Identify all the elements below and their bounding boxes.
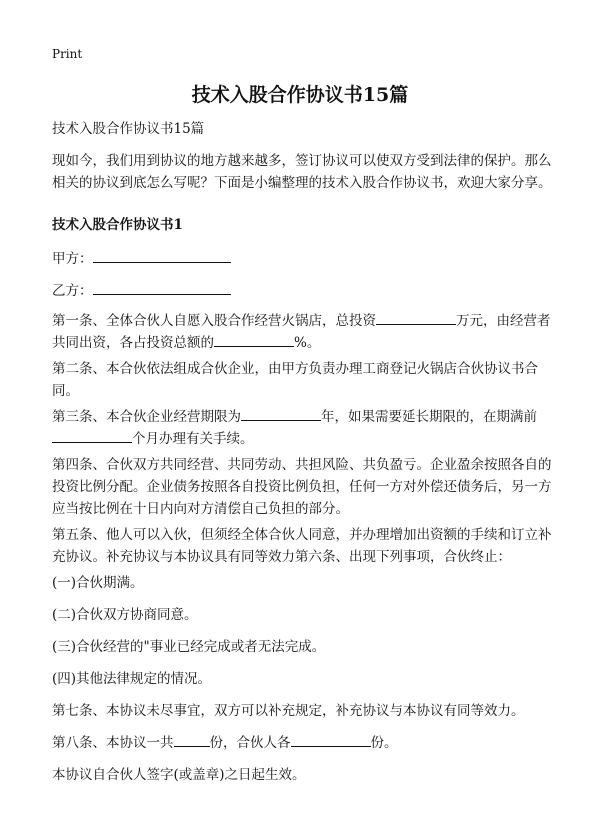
copies-total-blank	[174, 732, 210, 747]
party-b-blank	[93, 280, 231, 295]
print-label: Print	[52, 47, 83, 61]
article-1-part-c: %。	[294, 335, 321, 351]
article-4: 第四条、合伙双方共同经营、共同劳动、共担风险、共负盈亏。企业盈余按照各自的投资比例分配。企业债务按照各自投资比例负担，任何一方对外偿还债务后，另一方应当按比例在十日内向对方清偿自己负担的部分。	[52, 457, 552, 517]
list-item-4: (四)其他法律规定的情况。	[52, 671, 212, 687]
total-investment-blank	[376, 310, 456, 325]
article-2: 第二条、本合伙依法组成合伙企业，由甲方负责办理工商登记火锅店合伙协议书合同。	[52, 361, 538, 399]
term-years-blank	[241, 406, 321, 421]
article-3-part-b: 年，如果需要延长期限的，在期满前	[321, 409, 537, 425]
article-3	[52, 406, 552, 450]
document-subtitle: 技术入股合作协议书15篇	[52, 121, 205, 137]
document-title: 技术入股合作协议书15篇	[191, 84, 409, 106]
party-b-line	[52, 280, 552, 302]
article-7: 第七条、本协议未尽事宜，双方可以补充规定，补充协议与本协议有同等效力。	[52, 703, 525, 719]
months-blank	[52, 428, 132, 443]
party-a-line	[52, 248, 552, 270]
article-5: 第五条、他人可以入伙，但须经全体合伙人同意，并办理增加出资额的手续和订立补充协议。补充协议与本协议具有同等效力第六条、出现下列事项，合伙终止：	[52, 527, 552, 565]
copies-each-blank	[291, 732, 371, 747]
party-a-label: 甲方：	[52, 251, 93, 267]
article-1-part-a: 第一条、全体合伙人自愿入股合作经营火锅店，总投资	[52, 313, 376, 329]
article-8-part-c: 份。	[370, 735, 398, 751]
closing-line: 本协议自合伙人签字(或盖章)之日起生效。	[52, 767, 306, 783]
article-3-part-c: 个月办理有关手续。	[132, 431, 254, 447]
article-8	[52, 732, 552, 754]
share-percent-blank	[214, 332, 294, 347]
list-item-2: (二)合伙双方协商同意。	[52, 607, 198, 623]
article-1-part-b: 万元，由经营者共同出资，各占投资总额的	[52, 313, 551, 351]
intro-paragraph: 现如今，我们用到协议的地方越来越多，签订协议可以使双方受到法律的保护。那么相关的协议到底怎么写呢？下面是小编整理的技术入股合作协议书，欢迎大家分享。	[52, 153, 552, 191]
list-item-1: (一)合伙期满。	[52, 575, 144, 591]
party-a-blank	[93, 248, 231, 263]
article-3-part-a: 第三条、本合伙企业经营期限为	[52, 409, 241, 425]
article-8-part-a: 第八条、本协议一共	[52, 735, 174, 751]
section-title: 技术入股合作协议书1	[52, 217, 183, 233]
article-1	[52, 310, 552, 354]
list-item-3: (三)合伙经营的"事业已经完成或者无法完成。	[52, 639, 326, 655]
article-8-part-b: 份，合伙人各	[209, 735, 291, 751]
party-b-label: 乙方：	[52, 283, 93, 299]
